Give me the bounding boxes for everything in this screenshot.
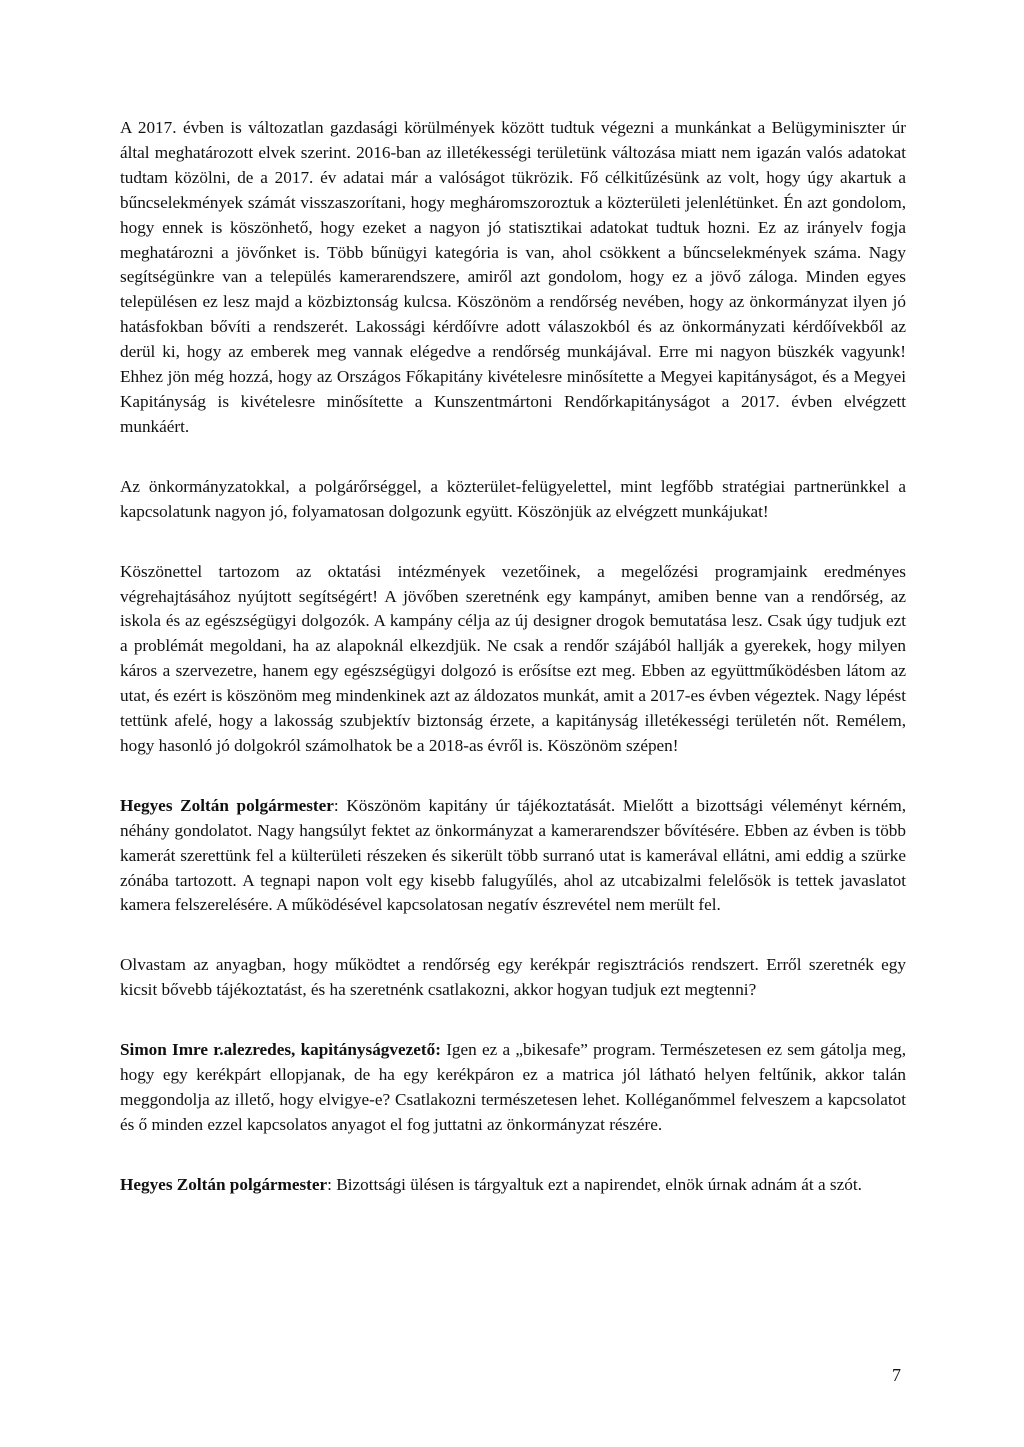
paragraph-6	[120, 1038, 906, 1138]
speaker-name: Hegyes Zoltán polgármester	[120, 1174, 328, 1194]
paragraph-text: Bizottsági ülésen is tárgyaltuk ezt a napirendet, elnök úrnak adnám át a szót.	[336, 1174, 862, 1194]
paragraph-7: Hegyes Zoltán polgármester: Bizottsági ülésen is tárgyaltuk ezt a napirendet, elnök úrnak adnám át a szót.	[120, 1174, 862, 1194]
paragraph-4: Hegyes Zoltán polgármester: Köszönöm kapitány úr tájékoztatását. Mielőtt a bizottsági véleményt kérném, néhány gondolatot. Nagy hangsúlyt fektet az önkormányzat a kamerarendszer bővítésére. Ebben az évben is több kamerát szerettünk fel a külterületi részeken és sikerült több surranó utat is kamerával ellátni, ami eddig a szürke zónába tartozott. A tegnapi napon volt egy kisebb falugyűlés, ahol az utcabizalmi felelősök is tettek javaslatot kamera felszerelésére. A működésével kapcsolatosan negatív észrevétel nem merült fel.	[120, 795, 907, 915]
speaker-name: Simon Imre r.alezredes, kapitányságvezető:	[120, 1040, 441, 1060]
page-number: 7	[892, 1365, 901, 1385]
page-content	[120, 116, 906, 1233]
paragraph-5: Olvastam az anyagban, hogy működtet a rendőrség egy kerékpár regisztrációs rendszert. Erről szeretnék egy kicsit bővebb tájékoztatást, és ha szeretnénk csatlakozni, akkor hogyan tudjuk ezt megtenni?	[120, 955, 906, 1000]
paragraph-3: Köszönettel tartozom az oktatási intézmények vezetőinek, a megelőzési programjaink eredményes végrehajtásához nyújtott segítségért! A jövőben szeretnénk egy kampányt, amiben benne van a rendőrség, az iskola és az egészségügyi dolgozók. A kampány célja az új designer drogok bemutatása lesz. Csak úgy tudjuk ezt a problémát megoldani, ha az alapoknál elkezdjük. Ne csak a rendőr szájából hallják a gyerekek, hogy milyen káros a szervezetre, hanem egy egészségügyi dolgozó is erősítse ezt meg. Ebben az együttműködésben látom az utat, és ezért is köszönöm meg mindenkinek azt az áldozatos munkát, amit a 2017-es évben végeztek. Nagy lépést tettünk afelé, hogy a lakosság szubjektív biztonság érzete, a kapitányság illetékességi területén nőt. Remélem, hogy hasonló jó dolgokról számolhatok be a 2018-as évről is. Köszönöm szépen!	[120, 561, 906, 755]
speaker-name: Hegyes Zoltán polgármester	[120, 795, 334, 815]
paragraph-text: Köszönöm kapitány úr tájékoztatását. Mielőtt a bizottsági véleményt kérném, néhány gondolatot. Nagy hangsúlyt fektet az önkormányzat a kamerarendszer bővítésére. Ebben az évben is több kamerát szerettünk fel a külterületi részeken és sikerült több surranó utat is kamerával ellátni, ami eddig a szürke zónába tartozott. A tegnapi napon volt egy kisebb falugyűlés, ahol az utcabizalmi felelősök is tettek javaslatot kamera felszerelésére. A működésével kapcsolatosan negatív észrevétel nem merült fel.	[120, 795, 907, 915]
paragraph-2: Az önkormányzatokkal, a polgárőrséggel, a közterület-felügyelettel, mint legfőbb stratégiai partnerünkkel a kapcsolatunk nagyon jó, folyamatosan dolgozunk együtt. Köszönjük az elvégzett munkájukat!	[120, 476, 906, 521]
paragraph-text: Igen ez a „bikesafe” program. Természetesen ez sem gátolja meg, hogy egy kerékpárt ellopjanak, de ha egy kerékpáron ez a matrica jól látható helyen feltűnik, akkor talán meggondolja az illető, hogy elvigye-e? Csatlakozni természetesen lehet. Kolléganőmmel felveszem a kapcsolatot és ő minden ezzel kapcsolatos anyagot el fog juttatni az önkormányzat részére.	[120, 1040, 907, 1134]
paragraph-1: A 2017. évben is változatlan gazdasági körülmények között tudtuk végezni a munkánkat a Belügyminiszter úr által meghatározott elvek szerint. 2016-ban az illetékességi területünk változása miatt nem igazán valós adatokat tudtam közölni, de a 2017. év adatai már a valóságot tükrözik. Fő célkitűzésünk az volt, hogy úgy akartuk a bűncselekmények számát visszaszorítani, hogy megháromszoroztuk a közterületi jelenlétünket. Én azt gondolom, hogy ennek is köszönhető, hogy ezeket a nagyon jó statisztikai adatokat tudtuk hozni. Ez az irányelv fogja meghatározni a jövőnket is. Több bűnügyi kategória is van, ahol csökkent a bűncselekmények száma. Nagy segítségünkre van a település kamerarendszere, amiről azt gondolom, hogy ez a jövő záloga. Minden egyes településen ez lesz majd a közbiztonság kulcsa. Köszönöm a rendőrség nevében, hogy az önkormányzat ilyen jó hatásfokban bővíti a rendszerét. Lakossági kérdőívre adott válaszokból és az önkormányzati kérdőívekből az derül ki, hogy az emberek meg vannak elégedve a rendőrség munkájával. Erre mi nagyon büszkék vagyunk! Ehhez jön még hozzá, hogy az Országos Főkapitány kivételesre minősítette a Megyei kapitányságot, és a Megyei Kapitányság is kivételesre minősítette a Kunszentmártoni Rendőrkapitányságot a 2017. évben elvégzett munkáért.	[120, 118, 906, 436]
